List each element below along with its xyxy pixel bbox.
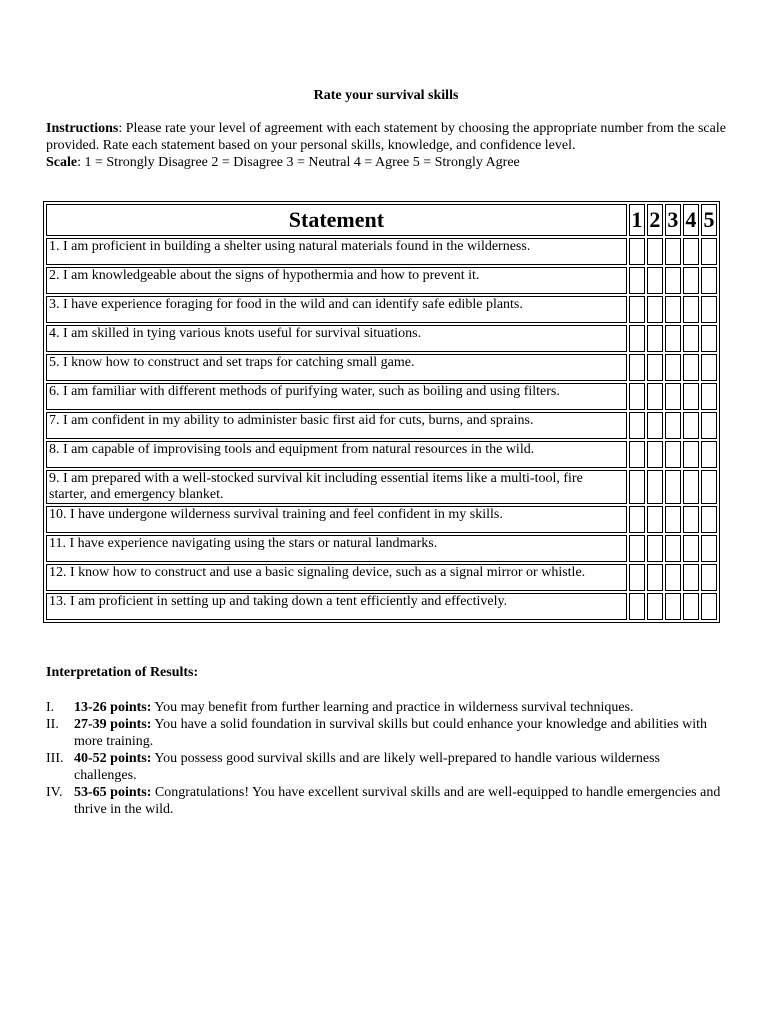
rating-cell-1[interactable] [629,325,645,352]
document-title: Rate your survival skills [313,88,459,103]
rating-cell-2[interactable] [647,441,663,468]
rating-cell-4[interactable] [683,354,699,381]
item-numeral: II. [46,717,59,732]
rating-cell-1[interactable] [629,238,645,265]
statement-cell: 2. I am knowledgeable about the signs of hypothermia and how to prevent it. [46,267,627,294]
rating-cell-3[interactable] [665,238,681,265]
table-row [46,383,717,410]
statement-header: Statement [46,204,627,236]
statement-cell: 8. I am capable of improvising tools and equipment from natural resources in the wild. [46,441,627,468]
interpretation-section [46,664,726,818]
rating-cell-5[interactable] [701,564,717,591]
item-range: 40-52 points: [74,751,152,766]
rating-cell-3[interactable] [665,267,681,294]
item-text: You may benefit from further learning and practice in wilderness survival techniques. [151,700,634,715]
rating-cell-4[interactable] [683,593,699,620]
rating-cell-1[interactable] [629,535,645,562]
item-text: Congratulations! You have excellent survival skills and are well-equipped to handle emergencies and thrive in the wild. [74,785,721,817]
rating-cell-5[interactable] [701,470,717,504]
statement-cell: 5. I know how to construct and set traps for catching small game. [46,354,627,381]
rating-cell-3[interactable] [665,325,681,352]
table-row [46,267,717,294]
statement-cell: 10. I have undergone wilderness survival training and feel confident in my skills. [46,506,627,533]
interpretation-list [46,699,726,818]
rating-cell-5[interactable] [701,506,717,533]
rating-cell-5[interactable] [701,296,717,323]
rating-cell-2[interactable] [647,535,663,562]
rating-cell-1[interactable] [629,593,645,620]
table-row [46,535,717,562]
rating-cell-2[interactable] [647,564,663,591]
item-range: 13-26 points: [74,700,152,715]
item-numeral: IV. [46,785,63,800]
rating-cell-5[interactable] [701,412,717,439]
statement-cell: 6. I am familiar with different methods of purifying water, such as boiling and using filters. [46,383,627,410]
rating-cell-4[interactable] [683,238,699,265]
rating-cell-1[interactable] [629,412,645,439]
rating-cell-4[interactable] [683,412,699,439]
instructions-label: Instructions [46,121,119,136]
rating-cell-5[interactable] [701,325,717,352]
rating-cell-4[interactable] [683,267,699,294]
rating-cell-3[interactable] [665,441,681,468]
rating-cell-4[interactable] [683,470,699,504]
rating-cell-2[interactable] [647,354,663,381]
rating-cell-1[interactable] [629,383,645,410]
rating-cell-2[interactable] [647,267,663,294]
table-row [46,470,717,504]
rating-cell-5[interactable] [701,267,717,294]
rating-cell-1[interactable] [629,441,645,468]
interpretation-item [46,784,726,818]
table-row [46,441,717,468]
rating-cell-4[interactable] [683,383,699,410]
rating-cell-5[interactable] [701,593,717,620]
rating-cell-3[interactable] [665,412,681,439]
rating-header-4: 4 [683,204,699,236]
item-numeral: III. [46,751,64,766]
rating-cell-3[interactable] [665,564,681,591]
instructions-text: : Please rate your level of agreement with each statement by choosing the appropriate number from the scale provided. Rate each statement based on your personal skills, knowledge, and confidence level. [46,121,726,153]
rating-cell-4[interactable] [683,506,699,533]
document-page [46,88,726,171]
rating-cell-1[interactable] [629,564,645,591]
interpretation-item [46,716,726,750]
item-range: 27-39 points: [74,717,152,732]
rating-header-2: 2 [647,204,663,236]
interpretation-title: Interpretation of Results: [46,665,199,680]
rating-cell-5[interactable] [701,441,717,468]
rating-cell-4[interactable] [683,564,699,591]
rating-cell-2[interactable] [647,593,663,620]
scale-paragraph [46,154,726,171]
rating-cell-3[interactable] [665,506,681,533]
interpretation-item [46,699,726,716]
scale-label: Scale [46,155,78,170]
statement-cell: 3. I have experience foraging for food in the wild and can identify safe edible plants. [46,296,627,323]
table-row [46,238,717,265]
rating-cell-2[interactable] [647,506,663,533]
rating-table [43,201,720,623]
rating-cell-1[interactable] [629,267,645,294]
rating-header-3: 3 [665,204,681,236]
statement-cell: 12. I know how to construct and use a basic signaling device, such as a signal mirror or whistle. [46,564,627,591]
rating-cell-1[interactable] [629,354,645,381]
rating-cell-5[interactable] [701,354,717,381]
rating-cell-2[interactable] [647,383,663,410]
statement-cell: 13. I am proficient in setting up and taking down a tent efficiently and effectively. [46,593,627,620]
rating-cell-5[interactable] [701,535,717,562]
table-row [46,506,717,533]
rating-cell-2[interactable] [647,412,663,439]
rating-cell-1[interactable] [629,296,645,323]
instructions-paragraph [46,120,726,154]
item-numeral: I. [46,700,55,715]
table-header-row [46,204,717,236]
rating-cell-2[interactable] [647,238,663,265]
rating-cell-1[interactable] [629,470,645,504]
item-text: You possess good survival skills and are likely well-prepared to handle various wilderness challenges. [74,751,660,783]
rating-cell-4[interactable] [683,296,699,323]
table-row [46,354,717,381]
rating-cell-3[interactable] [665,593,681,620]
statement-cell: 11. I have experience navigating using the stars or natural landmarks. [46,535,627,562]
rating-cell-3[interactable] [665,535,681,562]
rating-cell-2[interactable] [647,296,663,323]
rating-cell-3[interactable] [665,383,681,410]
rating-cell-4[interactable] [683,535,699,562]
rating-cell-1[interactable] [629,506,645,533]
item-range: 53-65 points: [74,785,152,800]
scale-text: : 1 = Strongly Disagree 2 = Disagree 3 = Neutral 4 = Agree 5 = Strongly Agree [77,155,520,170]
table-row [46,412,717,439]
rating-cell-2[interactable] [647,325,663,352]
rating-cell-4[interactable] [683,325,699,352]
item-text: You have a solid foundation in survival skills but could enhance your knowledge and abilities with more training. [74,717,708,749]
rating-cell-5[interactable] [701,383,717,410]
rating-cell-3[interactable] [665,296,681,323]
table-row [46,593,717,620]
table-row [46,296,717,323]
rating-cell-3[interactable] [665,354,681,381]
rating-header-1: 1 [629,204,645,236]
statement-cell: 7. I am confident in my ability to administer basic first aid for cuts, burns, and sprains. [46,412,627,439]
rating-cell-4[interactable] [683,441,699,468]
rating-cell-3[interactable] [665,470,681,504]
table-row [46,564,717,591]
statement-cell: 9. I am prepared with a well-stocked survival kit including essential items like a multi-tool, fire starter, and emergency blanket. [46,470,627,504]
rating-cell-2[interactable] [647,470,663,504]
table-row [46,325,717,352]
rating-header-5: 5 [701,204,717,236]
interpretation-item [46,750,726,784]
statement-cell: 4. I am skilled in tying various knots useful for survival situations. [46,325,627,352]
rating-cell-5[interactable] [701,238,717,265]
statement-cell: 1. I am proficient in building a shelter using natural materials found in the wilderness. [46,238,627,265]
